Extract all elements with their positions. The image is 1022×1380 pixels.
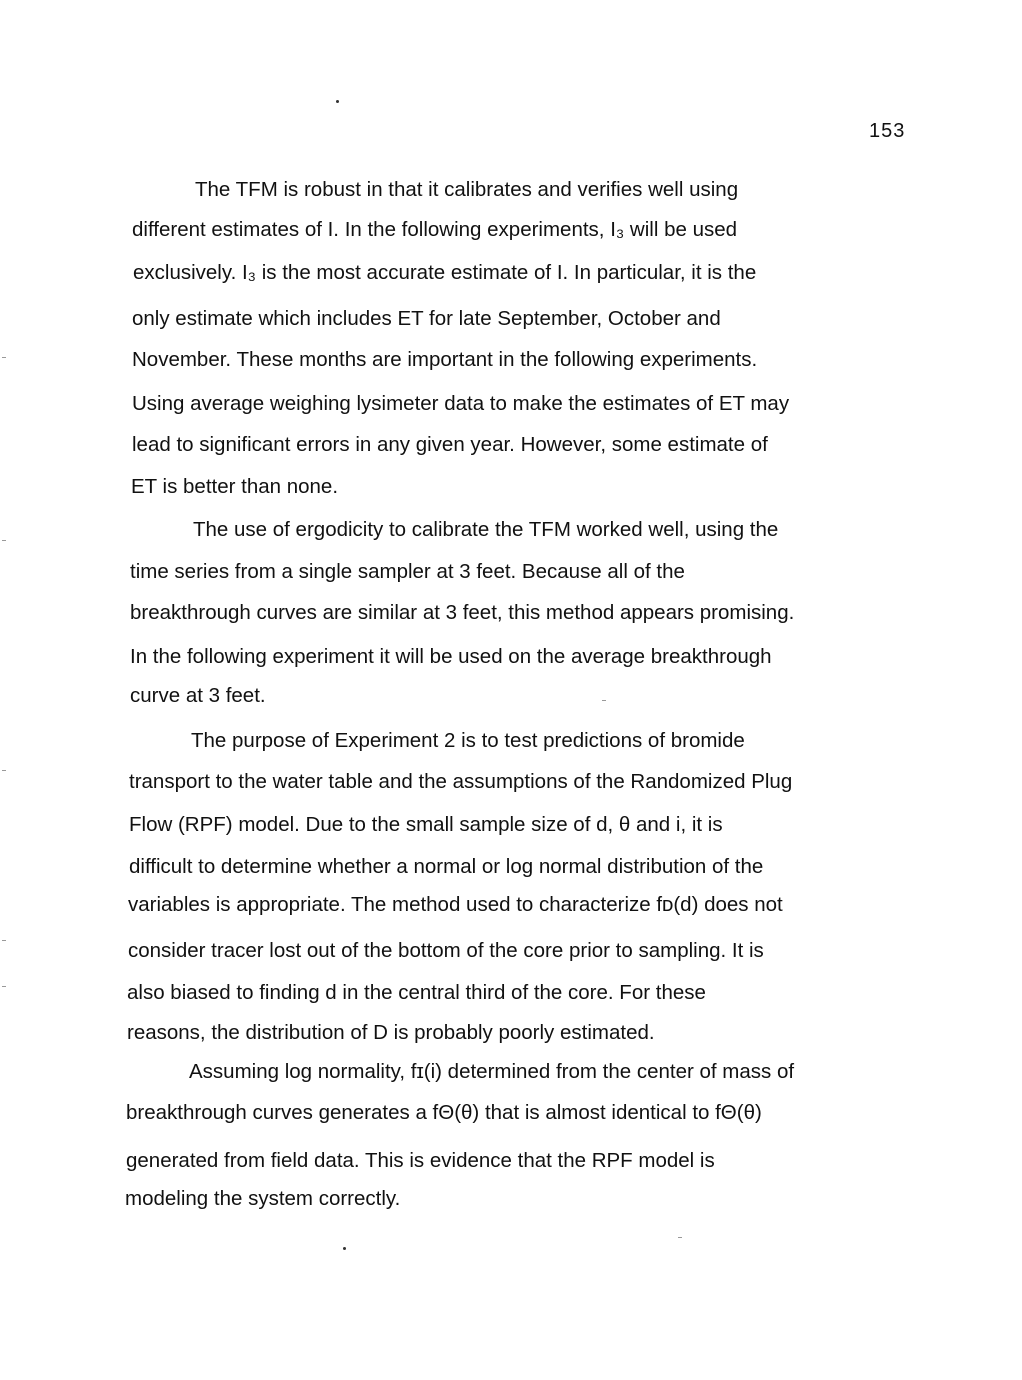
text-line: ET is better than none. bbox=[131, 475, 339, 498]
text-line: November. These months are important in the following experiments. bbox=[132, 348, 758, 371]
text-line: consider tracer lost out of the bottom of the core prior to sampling. It is bbox=[128, 939, 764, 962]
text-line: breakthrough curves generates a fΘ(θ) that is almost identical to fΘ(θ) bbox=[126, 1101, 762, 1124]
text-line: also biased to finding d in the central third of the core. For these bbox=[127, 981, 706, 1004]
margin-mark bbox=[2, 940, 6, 941]
text-line: curve at 3 feet. bbox=[130, 684, 266, 707]
text-line: Flow (RPF) model. Due to the small sample size of d, θ and i, it is bbox=[129, 813, 723, 836]
text-line: variables is appropriate. The method used to characterize fᴅ(d) does not bbox=[128, 893, 783, 916]
text-line: generated from field data. This is evidence that the RPF model is bbox=[126, 1149, 715, 1172]
text-line: time series from a single sampler at 3 feet. Because all of the bbox=[130, 560, 685, 583]
text-line: Using average weighing lysimeter data to make the estimates of ET may bbox=[132, 392, 790, 415]
text-line: exclusively. I₃ is the most accurate estimate of I. In particular, it is the bbox=[133, 261, 757, 284]
text-line: modeling the system correctly. bbox=[125, 1187, 401, 1210]
text-line: The TFM is robust in that it calibrates and verifies well using bbox=[195, 178, 739, 201]
scan-mark bbox=[678, 1237, 682, 1238]
text-line: In the following experiment it will be used on the average breakthrough bbox=[130, 645, 772, 668]
text-line: The purpose of Experiment 2 is to test predictions of bromide bbox=[191, 729, 745, 752]
text-line: only estimate which includes ET for late September, October and bbox=[132, 307, 721, 330]
text-line: different estimates of I. In the following experiments, I₃ will be used bbox=[132, 218, 738, 241]
scan-speck bbox=[336, 100, 339, 103]
scan-speck bbox=[343, 1247, 346, 1250]
margin-mark bbox=[2, 540, 6, 541]
margin-mark bbox=[2, 986, 6, 987]
text-line: Assuming log normality, fɪ(i) determined from the center of mass of bbox=[189, 1060, 795, 1083]
text-line: The use of ergodicity to calibrate the TFM worked well, using the bbox=[193, 518, 779, 541]
text-line: lead to significant errors in any given year. However, some estimate of bbox=[132, 433, 768, 456]
page-number: 153 bbox=[869, 120, 906, 142]
text-line: difficult to determine whether a normal or log normal distribution of the bbox=[129, 855, 764, 878]
margin-mark bbox=[2, 770, 6, 771]
text-line: reasons, the distribution of D is probably poorly estimated. bbox=[127, 1021, 655, 1044]
text-line: breakthrough curves are similar at 3 feet, this method appears promising. bbox=[130, 601, 795, 624]
margin-mark bbox=[2, 357, 6, 358]
scan-mark bbox=[602, 700, 606, 701]
text-line: transport to the water table and the assumptions of the Randomized Plug bbox=[129, 770, 793, 793]
